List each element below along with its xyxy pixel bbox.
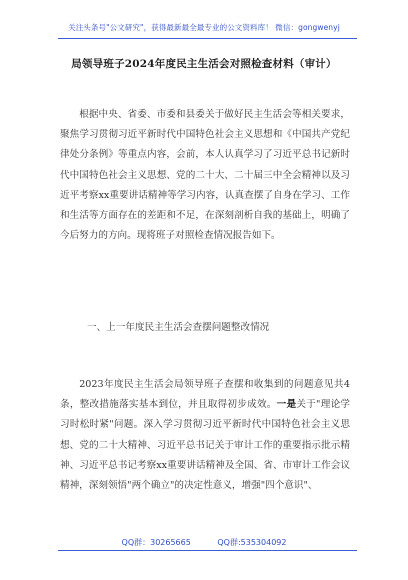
section-heading: 一、上一年度民主生活会查摆问题整改情况 bbox=[87, 322, 270, 333]
document-title: 局领导班子2024年度民主生活会对照检查材料（审计） bbox=[71, 58, 337, 70]
intro-paragraph: 根据中央、省委、市委和县委关于做好民主生活会等相关要求，聚焦学习贯彻习近平新时代中国特色社会主义思想和《中国共产党纪律处分条例》等重点内容，会前，本人认真学习了习近平总书记新时代中国特色社会主义思想、党的二十大、二十届三中全会精神以及习近平考察xx重要讲话精神等学习内容，认真查摆了自身在学习、工作和生活等方面存在的差距和不足，在深刻剖析自我的基础上，明确了今后努力的方向。现将班子对照检查情况报告如下。 bbox=[60, 109, 350, 242]
footer-contacts bbox=[0, 537, 408, 548]
paragraph-rest: 关于"理论学习时松时紧"问题。深入学习贯彻习近平新时代中国特色社会主义思想、党的二十大精神、习近平总书记关于审计工作的重要指示批示精神、习近平总书记考察xx重要讲话精神及全国、省、市审计工作会议精神，深刻领悟"两个确立"的决定性意义，增强"四个意识"、 bbox=[60, 399, 351, 492]
header-divider bbox=[58, 38, 357, 39]
section-paragraph bbox=[60, 375, 350, 496]
paragraph-lead: 2023年度民主生活会局领导班子查摆和收集到的问题意见共4条，整改措施落实基本到位，并且取得初步成效。 bbox=[60, 379, 350, 411]
point-marker: 一是 bbox=[276, 399, 297, 411]
qq-group-2: QQ群:535304092 bbox=[217, 538, 287, 547]
footer-divider bbox=[58, 550, 357, 551]
qq-group-1: QQ群：30265665 bbox=[121, 538, 191, 547]
promo-banner: 关注头条号"公文研究"，获得最新最全最专业的公文资料库！ 微信：gongwenyj bbox=[68, 23, 340, 32]
